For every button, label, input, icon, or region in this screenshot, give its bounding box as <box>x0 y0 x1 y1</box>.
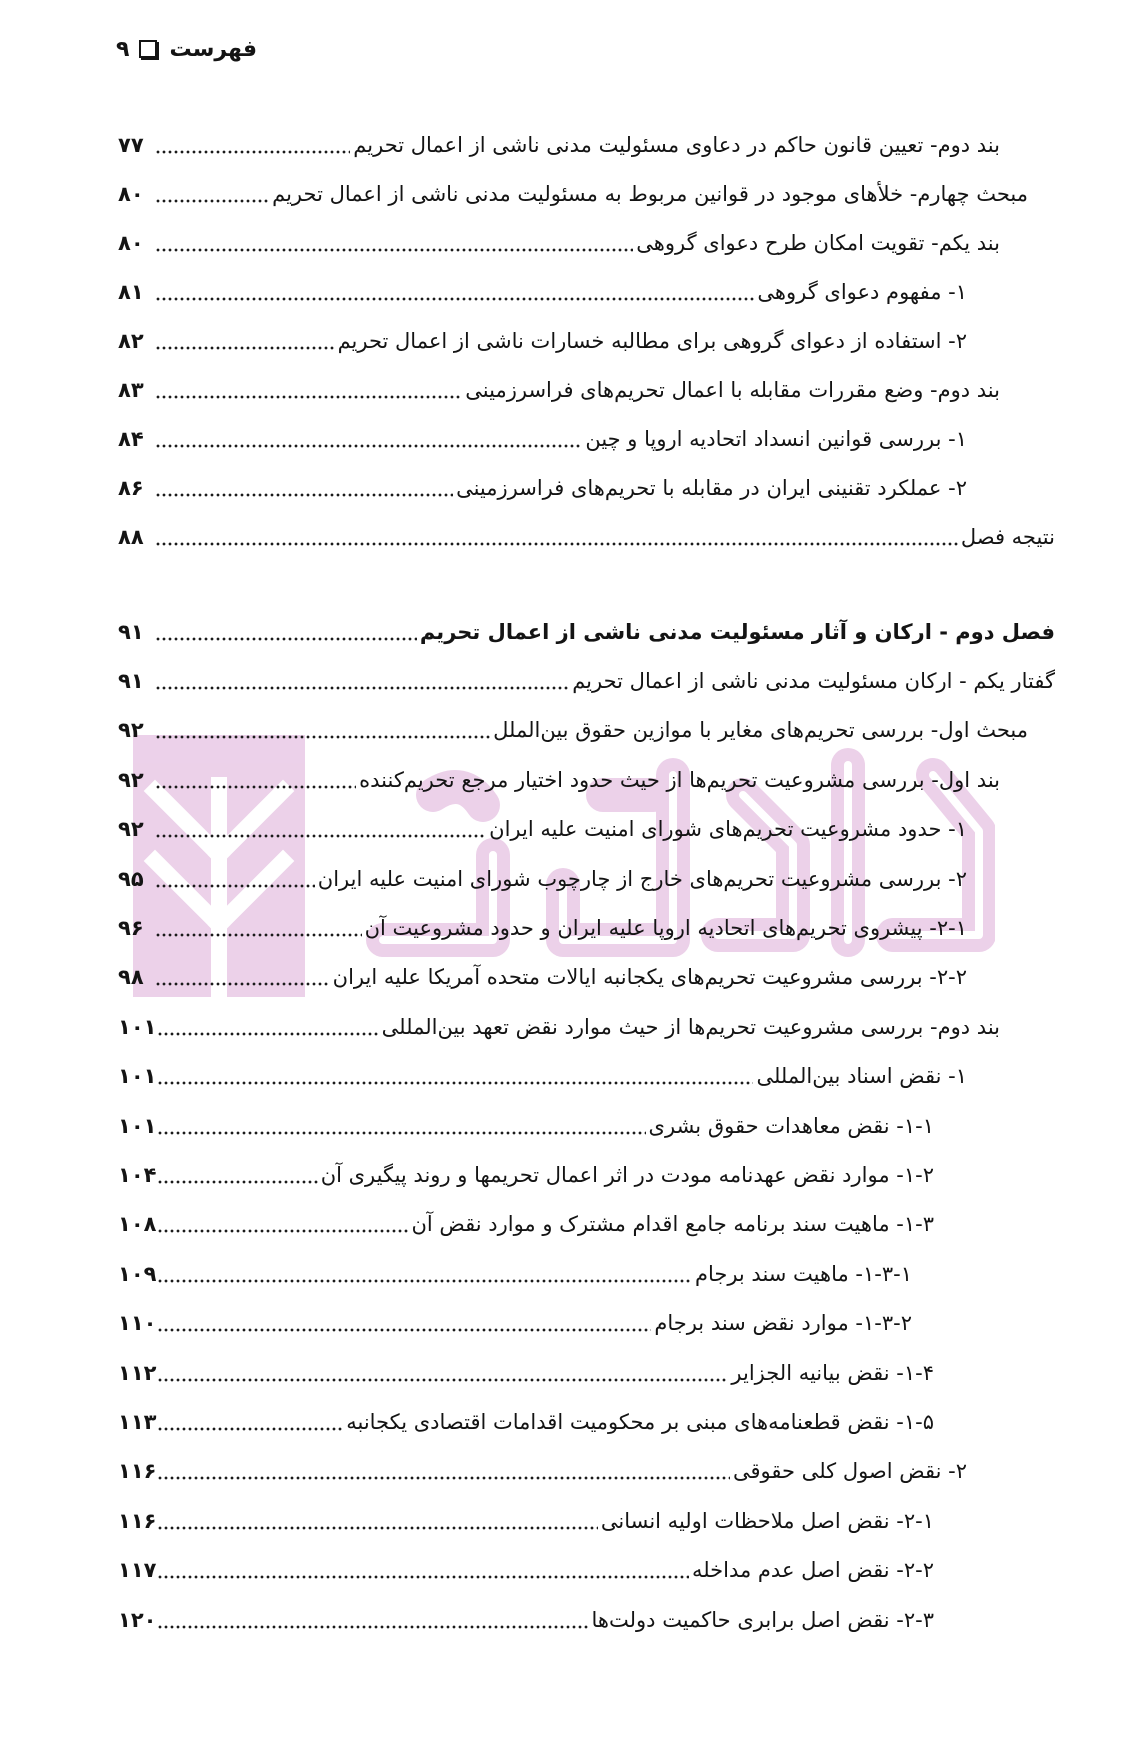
dot-leader <box>156 982 330 986</box>
dot-leader <box>156 150 350 154</box>
dot-leader <box>156 395 462 399</box>
toc-entry-page-number: ۸۰ <box>118 181 144 206</box>
toc-entry-title: ۲- نقض اصول کلی حقوقی <box>733 1459 967 1484</box>
square-box-icon <box>139 40 157 58</box>
toc-entry-page-number: ۹۲ <box>118 817 144 842</box>
dot-leader <box>156 637 417 641</box>
toc-entry-title: ۱-۱- نقض معاهدات حقوق بشری <box>648 1113 934 1138</box>
toc-entry-page-number: ۱۱۶ <box>118 1508 157 1533</box>
toc-entry <box>118 903 1132 952</box>
toc-entry <box>118 854 1132 903</box>
running-header <box>116 30 257 68</box>
dot-leader <box>158 1229 408 1233</box>
toc-entry <box>118 755 1132 804</box>
toc-entry <box>118 120 1132 169</box>
toc-entry <box>118 365 1132 414</box>
toc-entry-page-number: ۷۷ <box>118 132 144 157</box>
toc-entry <box>118 1595 1132 1644</box>
toc-entry <box>118 706 1132 755</box>
toc-entry <box>118 1447 1132 1496</box>
toc-entry-title: بند اول- بررسی مشروعیت تحریم‌ها از حیث حدود اختیار مرجع تحریم‌کننده <box>359 767 1000 792</box>
toc-entry <box>118 1200 1132 1249</box>
toc-entry-title: گفتار یکم - ارکان مسئولیت مدنی ناشی از اعمال تحریم <box>572 669 1055 694</box>
dot-leader <box>158 1032 378 1036</box>
toc-entry <box>118 1348 1132 1397</box>
dot-leader <box>158 1427 343 1431</box>
dot-leader <box>158 1625 588 1629</box>
toc-entry-title: بند دوم- تعیین قانون حاکم در دعاوی مسئولیت مدنی ناشی از اعمال تحریم <box>353 132 1000 157</box>
dot-leader <box>156 933 362 937</box>
dot-leader <box>156 199 269 203</box>
dot-leader <box>156 493 453 497</box>
toc-entry-title: ۲-۳- نقض اصل برابری حاکمیت دولت‌ها <box>591 1607 934 1632</box>
toc-entry <box>118 1002 1132 1051</box>
toc-entry-title: فصل دوم - ارکان و آثار مسئولیت مدنی ناشی از اعمال تحریم <box>419 619 1055 644</box>
toc-entry-page-number: ۱۰۱ <box>118 1113 157 1138</box>
toc-entry <box>118 463 1132 512</box>
dot-leader <box>156 785 356 789</box>
toc-entry-title: ۲-۱- نقض اصل ملاحظات اولیه انسانی <box>600 1508 934 1533</box>
dot-leader <box>158 1081 753 1085</box>
toc-chapter-heading <box>118 607 1132 656</box>
toc-entry-title: ۱-۵- نقض قطعنامه‌های مبنی بر محکومیت اقدامات اقتصادی یکجانبه <box>346 1409 934 1434</box>
dot-leader <box>156 346 335 350</box>
toc-entry <box>118 805 1132 854</box>
toc-entry-page-number: ۱۱۶ <box>118 1459 157 1484</box>
toc-list-part-2 <box>118 607 1132 1644</box>
toc-entry-page-number: ۸۲ <box>118 328 144 353</box>
toc-entry-page-number: ۹۶ <box>118 916 144 941</box>
toc-entry-page-number: ۱۲۰ <box>118 1607 157 1632</box>
toc-entry-page-number: ۹۲ <box>118 767 144 792</box>
toc-entry-title: ۱-۳-۲- موارد نقض سند برجام <box>654 1311 912 1336</box>
toc-entry <box>118 1496 1132 1545</box>
toc-entry-page-number: ۱۰۱ <box>118 1064 157 1089</box>
toc-entry-page-number: ۹۵ <box>118 866 144 891</box>
toc-entry <box>118 1150 1132 1199</box>
toc-entry-title: ۱-۲- موارد نقض عهدنامه مودت در اثر اعمال تحریمها و روند پیگیری آن <box>320 1162 934 1187</box>
dot-leader <box>156 884 315 888</box>
toc-entry <box>118 953 1132 1002</box>
toc-entry-title: ۱- حدود مشروعیت تحریم‌های شورای امنیت علیه ایران <box>489 817 967 842</box>
toc-entry-page-number: ۸۰ <box>118 230 144 255</box>
toc-entry-title: مبحث چهارم- خلأهای موجود در قوانین مربوط به مسئولیت مدنی ناشی از اعمال تحریم <box>272 181 1028 206</box>
header-title: فهرست <box>169 36 257 62</box>
toc-entry-page-number: ۹۸ <box>118 965 144 990</box>
toc-entry-title: ۲-۲- بررسی مشروعیت تحریم‌های یکجانبه ایالات متحده آمریکا علیه ایران <box>332 965 967 990</box>
toc-entry <box>118 1052 1132 1101</box>
toc-entry-title: ۱- بررسی قوانین انسداد اتحادیه اروپا و چین <box>585 426 967 451</box>
toc-entry <box>118 169 1132 218</box>
toc-entry-page-number: ۱۰۸ <box>118 1212 157 1237</box>
toc-entry-title: ۱- نقض اسناد بین‌المللی <box>756 1064 967 1089</box>
toc-entry-page-number: ۹۱ <box>118 669 144 694</box>
toc-entry <box>118 267 1132 316</box>
dot-leader <box>158 1180 317 1184</box>
toc-entry-page-number: ۸۳ <box>118 377 144 402</box>
toc-entry-title: ۲- عملکرد تقنینی ایران در مقابله با تحریم‌های فراسرزمینی <box>456 475 967 500</box>
dot-leader <box>158 1378 728 1382</box>
toc-entry-page-number: ۹۱ <box>118 619 144 644</box>
toc-entry-title: ۲-۱- پیشروی تحریم‌های اتحادیه اروپا علیه ایران و حدود مشروعیت آن <box>364 916 967 941</box>
toc-entry <box>118 1545 1132 1594</box>
toc-entry-title: مبحث اول- بررسی تحریم‌های مغایر با موازین حقوق بین‌الملل <box>493 718 1028 743</box>
toc-entry-page-number: ۸۸ <box>118 524 144 549</box>
toc-entry-page-number: ۱۰۹ <box>118 1261 157 1286</box>
dot-leader <box>156 444 582 448</box>
toc-entry-title: بند یکم- تقویت امکان طرح دعوای گروهی <box>636 230 1000 255</box>
toc-entry <box>118 1101 1132 1150</box>
toc-entry-page-number: ۸۶ <box>118 475 144 500</box>
toc-entry-page-number: ۱۰۱ <box>118 1014 157 1039</box>
toc-entry-page-number: ۸۴ <box>118 426 144 451</box>
dot-leader <box>158 1476 730 1480</box>
toc-entry-page-number: ۸۱ <box>118 279 144 304</box>
dot-leader <box>158 1131 645 1135</box>
toc-entry <box>118 656 1132 705</box>
dot-leader <box>158 1328 651 1332</box>
toc-entry-title: بند دوم- بررسی مشروعیت تحریم‌ها از حیث موارد نقض تعهد بین‌المللی <box>381 1014 1000 1039</box>
toc-entry-page-number: ۱۱۰ <box>118 1311 157 1336</box>
toc-entry-title: بند دوم- وضع مقررات مقابله با اعمال تحریم‌های فراسرزمینی <box>465 377 1000 402</box>
dot-leader <box>156 542 958 546</box>
toc-entry <box>118 1298 1132 1347</box>
toc-entry-page-number: ۱۱۳ <box>118 1409 157 1434</box>
toc-entry-title: ۲- استفاده از دعوای گروهی برای مطالبه خسارات ناشی از اعمال تحریم <box>337 328 967 353</box>
toc-entry-page-number: ۹۲ <box>118 718 144 743</box>
dot-leader <box>156 248 633 252</box>
toc-entry <box>118 1249 1132 1298</box>
dot-leader <box>156 686 569 690</box>
toc-entry <box>118 414 1132 463</box>
toc-entry-page-number: ۱۱۲ <box>118 1360 157 1385</box>
toc-entry-page-number: ۱۱۷ <box>118 1558 157 1583</box>
toc-entry <box>118 316 1132 365</box>
toc-entry <box>118 218 1132 267</box>
dot-leader <box>156 834 486 838</box>
toc-list-part-1 <box>118 120 1132 561</box>
dot-leader <box>156 735 490 739</box>
toc-entry <box>118 512 1132 561</box>
header-page-number: ۹ <box>116 36 130 62</box>
dot-leader <box>158 1575 689 1579</box>
dot-leader <box>156 297 754 301</box>
toc-entry-title: ۲- بررسی مشروعیت تحریم‌های خارج از چارچوب شورای امنیت علیه ایران <box>317 866 967 891</box>
toc-entry-title: ۱-۳- ماهیت سند برنامه جامع اقدام مشترک و موارد نقض آن <box>411 1212 934 1237</box>
dot-leader <box>158 1526 597 1530</box>
toc-entry-title: ۱- مفهوم دعوای گروهی <box>757 279 967 304</box>
dot-leader <box>158 1279 691 1283</box>
toc-entry-title: نتیجه فصل <box>960 524 1055 549</box>
toc-entry <box>118 1397 1132 1446</box>
toc-entry-title: ۲-۲- نقض اصل عدم مداخله <box>691 1558 934 1583</box>
toc-entry-page-number: ۱۰۴ <box>118 1162 157 1187</box>
toc-entry-title: ۱-۳-۱- ماهیت سند برجام <box>694 1261 912 1286</box>
toc-entry-title: ۱-۴- نقض بیانیه الجزایر <box>731 1360 934 1385</box>
